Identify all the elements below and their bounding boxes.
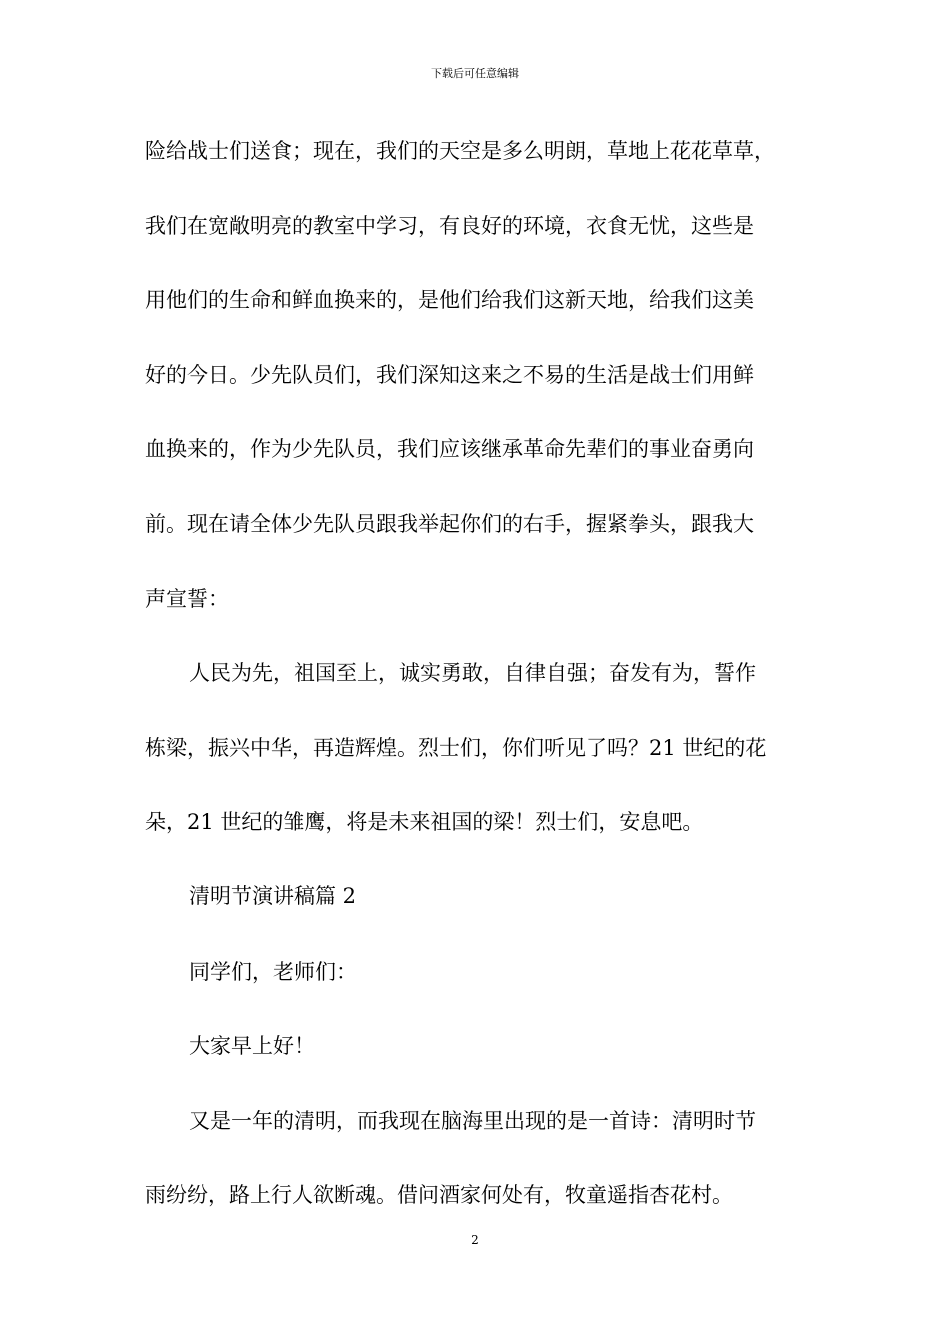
- greeting-line: 大家早上好！: [189, 1034, 315, 1058]
- paragraph-line: 人民为先，祖国至上，诚实勇敢，自律自强；奋发有为，誓作: [189, 661, 756, 685]
- page-header: 下载后可任意编辑: [431, 67, 519, 80]
- paragraph-line: 又是一年的清明，而我现在脑海里出现的是一首诗：清明时节: [189, 1109, 756, 1133]
- paragraph-line: 血换来的，作为少先队员，我们应该继承革命先辈们的事业奋勇向: [145, 437, 754, 461]
- paragraph-line: 我们在宽敞明亮的教室中学习，有良好的环境，衣食无忧，这些是: [145, 214, 754, 238]
- paragraph-line: 好的今日。少先队员们，我们深知这来之不易的生活是战士们用鲜: [145, 363, 754, 387]
- paragraph-line: 险给战士们送食；现在，我们的天空是多么明朗，草地上花花草草，: [145, 139, 775, 163]
- paragraph-line: 前。现在请全体少先队员跟我举起你们的右手，握紧拳头，跟我大: [145, 512, 754, 536]
- greeting-line: 同学们，老师们：: [189, 960, 357, 984]
- paragraph-line: 用他们的生命和鲜血换来的，是他们给我们这新天地，给我们这美: [145, 288, 754, 312]
- page-number: 2: [471, 1233, 479, 1247]
- paragraph-line: 栋梁，振兴中华，再造辉煌。烈士们，你们听见了吗？21 世纪的花: [145, 736, 767, 760]
- paragraph-line: 朵，21 世纪的雏鹰，将是未来祖国的梁！烈士们，安息吧。: [145, 810, 704, 834]
- paragraph-line: 雨纷纷，路上行人欲断魂。借问酒家何处有，牧童遥指杏花村。: [145, 1183, 733, 1207]
- paragraph-line: 声宣誓：: [145, 587, 229, 611]
- section-heading: 清明节演讲稿篇 2: [189, 884, 357, 908]
